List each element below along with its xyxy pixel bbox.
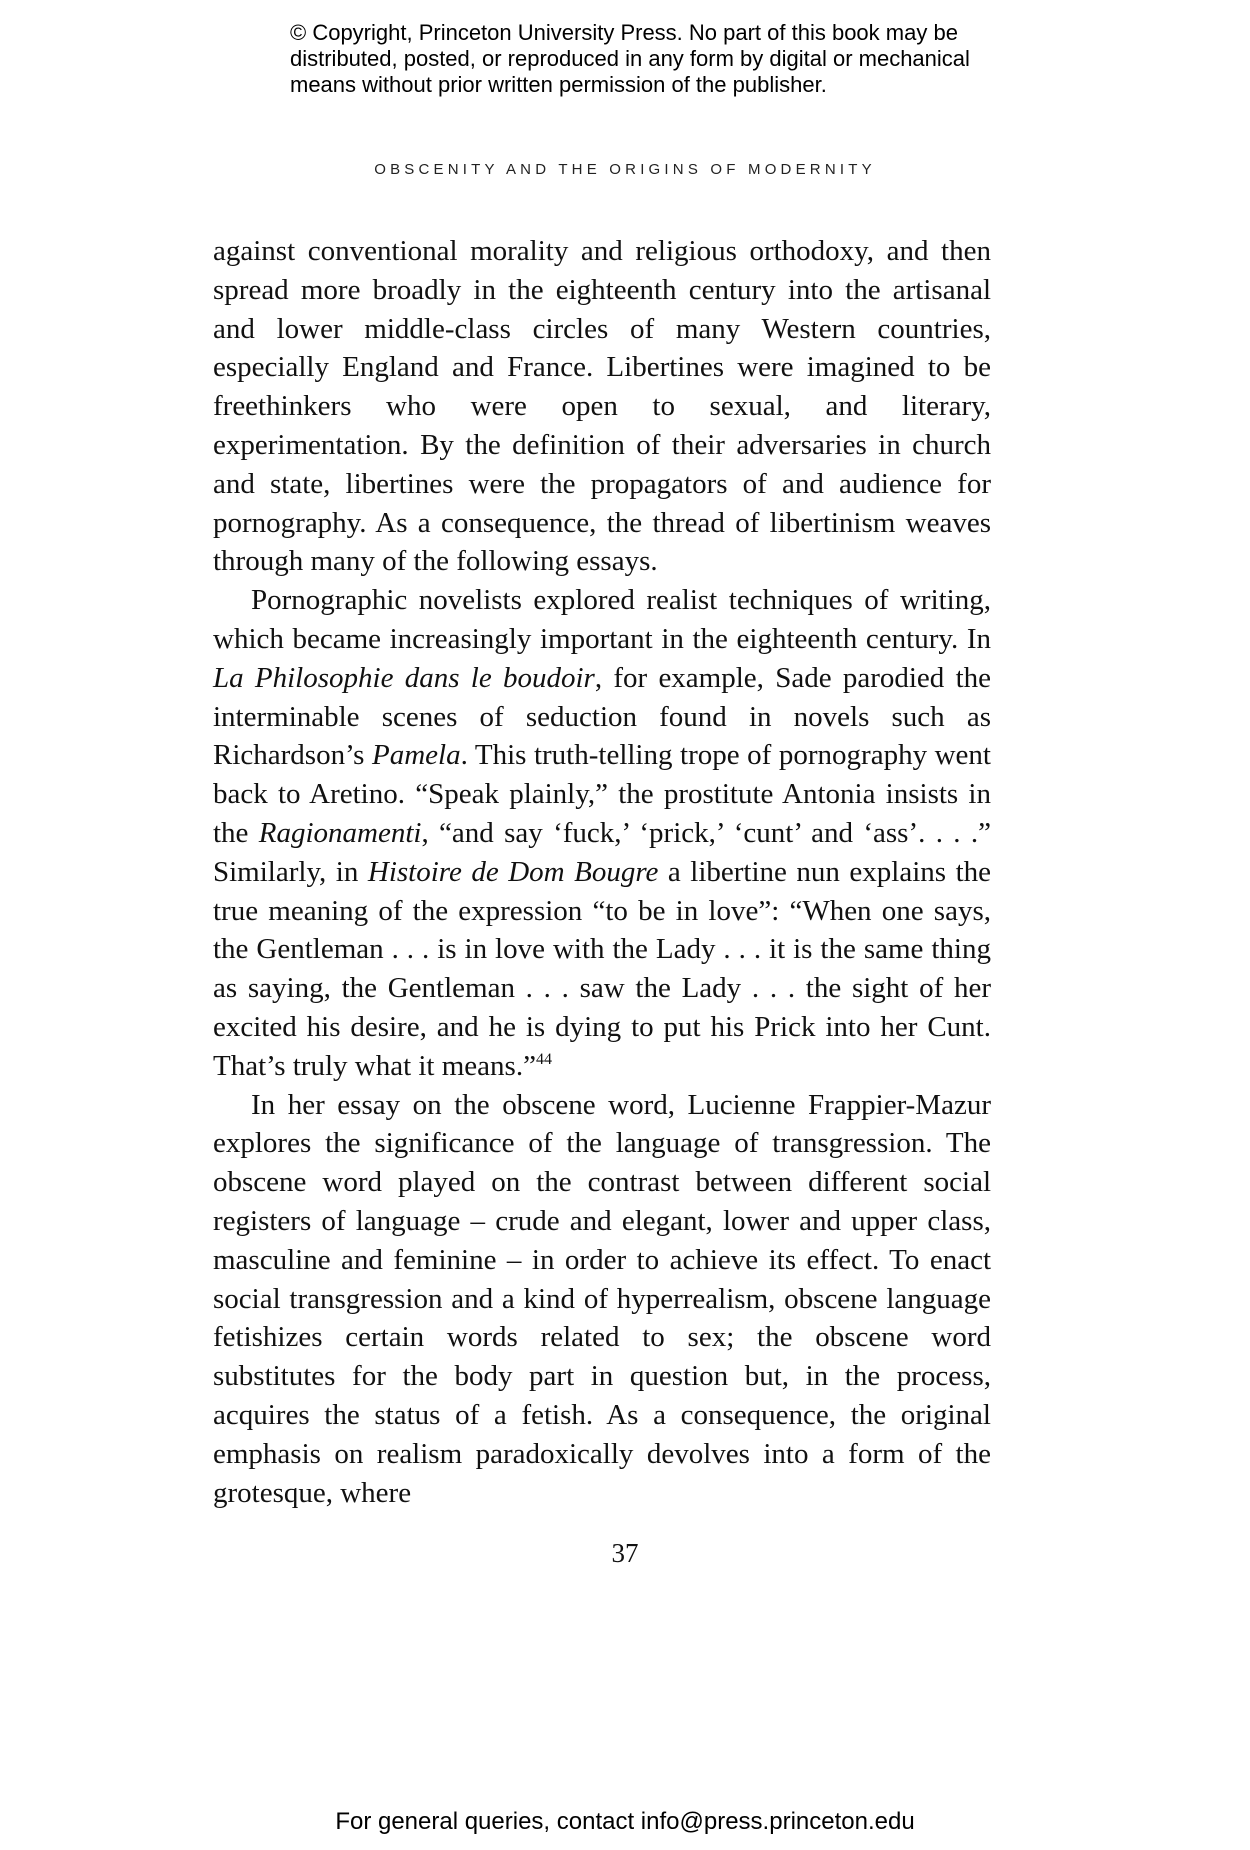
- copyright-line: © Copyright, Princeton University Press. No part of this book may be: [290, 20, 958, 45]
- page-number: 37: [611, 1538, 639, 1568]
- copyright-notice: [290, 20, 1010, 98]
- text-run: against conventional morality and religious orthodoxy, and then spread more broadly in the eighteenth century into the artisanal and lower middle-class circles of many Western countries, especially England and France. Libertines were imagined to be freethinkers who were open to sexual, and literary, experimentation. By the definition of their adversaries in church and state, libertines were the propagators of and audience for pornography. As a consequence, the thread of libertinism weaves through many of the following essays.: [213, 235, 991, 578]
- text-run: a libertine nun explains the true meaning of the expression “to be in love”: “When one says, the Gentleman . . . is in love with the Lady . . . it is the same thing as saying, the Gentleman . . . saw the Lady . . . the sight of her excited his desire, and he is dying to put his Prick into her Cunt. That’s truly what it means.”: [213, 855, 991, 1082]
- book-title: Ragionamenti: [258, 816, 422, 849]
- paragraph: [213, 581, 991, 1085]
- body-text: [213, 232, 991, 1512]
- running-head: OBSCENITY AND THE ORIGINS OF MODERNITY: [374, 161, 876, 178]
- contact-footer: For general queries, contact info@press.princeton.edu: [335, 1808, 915, 1835]
- copyright-line: distributed, posted, or reproduced in any form by digital or mechanical: [290, 46, 970, 71]
- text-run: In her essay on the obscene word, Lucienne Frappier-Mazur explores the significance of the language of transgression. The obscene word played on the contrast between different social registers of language – crude and elegant, lower and upper class, masculine and feminine – in order to achieve its effect. To enact social transgression and a kind of hyperrealism, obscene language fetishizes certain words related to sex; the obscene word substitutes for the body part in question but, in the process, acquires the status of a fetish. As a consequence, the original emphasis on realism paradoxically devolves into a form of the grotesque, where: [213, 1088, 991, 1509]
- footnote-marker: 44: [535, 1050, 552, 1068]
- text-run: , for example, Sade parodied the interminable scenes of seduction found in novels such as Richardson’s: [213, 661, 991, 772]
- paragraph: [213, 1086, 991, 1513]
- paragraph: [213, 232, 991, 581]
- book-title: Pamela: [371, 739, 461, 772]
- book-title: La Philosophie dans le boudoir: [213, 661, 595, 694]
- text-run: . This truth-telling trope of pornography went back to Aretino. “Speak plainly,” the prostitute Antonia insists in the: [213, 739, 991, 849]
- text-run: , “and say ‘fuck,’ ‘prick,’ ‘cunt’ and ‘ass’. . . .” Similarly, in: [213, 816, 991, 888]
- copyright-line: means without prior written permission of the publisher.: [290, 72, 827, 97]
- book-title: Histoire de Dom Bougre: [367, 855, 659, 888]
- text-run: Pornographic novelists explored realist techniques of writing, which became increasingly important in the eighteenth century. In: [213, 584, 991, 655]
